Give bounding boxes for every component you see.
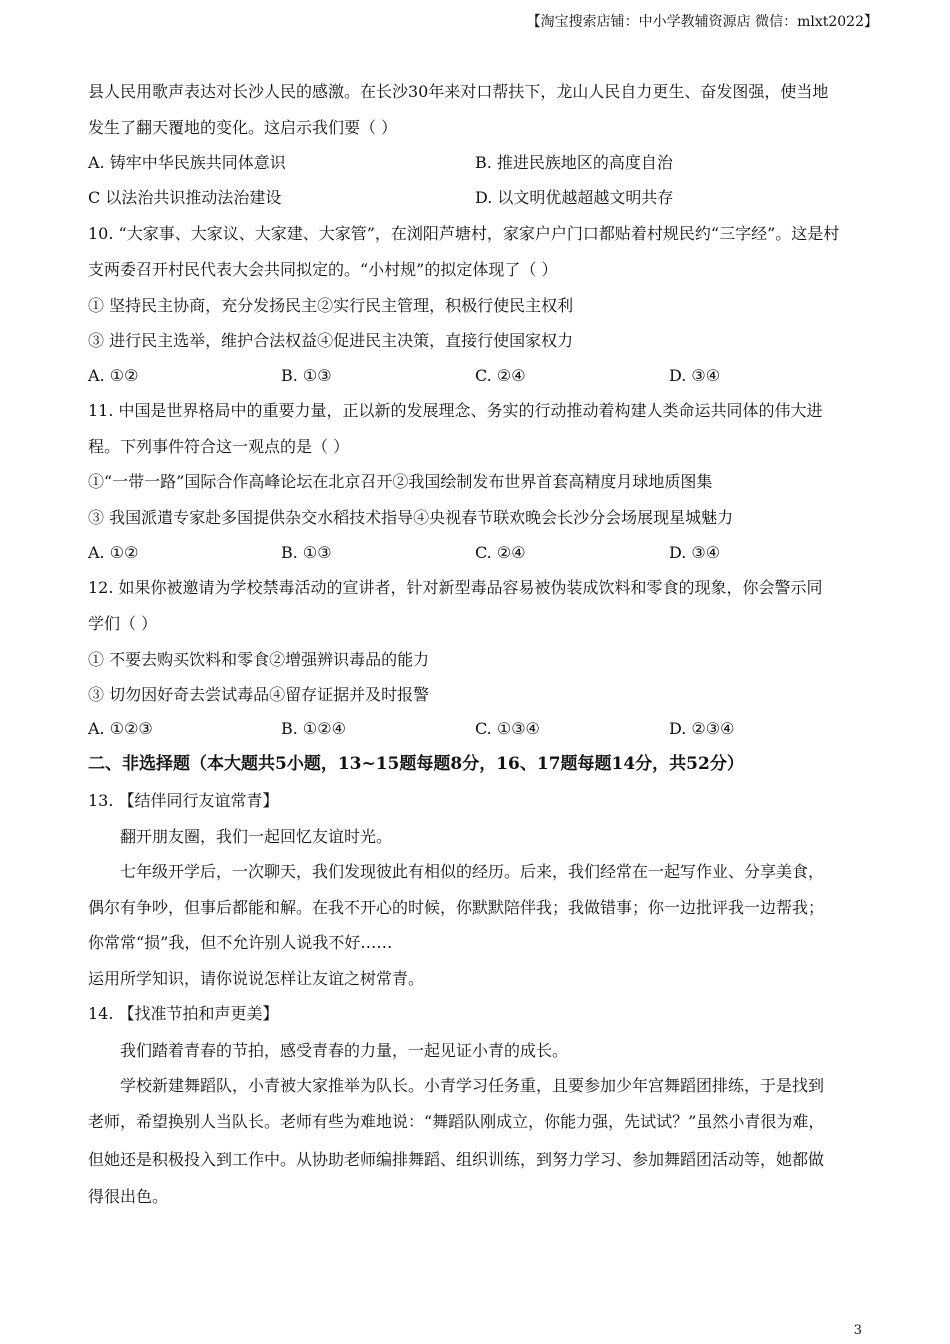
q13-paragraph-2-line2: 偶尔有争吵，但事后都能和解。在我不开心的时候，你默默陪伴我；我做错事；你一边批评我一边帮我； <box>88 898 825 917</box>
q12-option-c: C. ①③④ <box>475 719 540 738</box>
q12-option-d: D. ②③④ <box>669 719 735 738</box>
q10-option-d: D. ③④ <box>669 366 721 385</box>
q10-option-b: B. ①③ <box>281 366 332 385</box>
q13-question: 运用所学知识，请你说说怎样让友谊之树常青。 <box>88 969 425 988</box>
q10-option-c: C. ②④ <box>475 366 526 385</box>
q14-paragraph-2-line1: 学校新建舞蹈队，小青被大家推举为队长。小青学习任务重，且要参加少年宫舞蹈团排练，于是找到 <box>120 1076 825 1095</box>
q14-paragraph-2-line2: 老师，希望换别人当队长。老师有些为难地说：“舞蹈队刚成立，你能力强，先试试？”虽然小青很为难， <box>88 1112 825 1131</box>
q9-option-d: D. 以文明优越超越文明共存 <box>475 188 674 207</box>
q10-line2: 支两委召开村民代表大会共同拟定的。“小村规”的拟定体现了（ ） <box>88 260 558 279</box>
q12-line1: 12. 如果你被邀请为学校禁毒活动的宣讲者，针对新型毒品容易被伪装成饮料和零食的现象，你会警示同 <box>88 578 823 597</box>
section-heading: 二、非选择题（本大题共5小题，13~15题每题8分，16、17题每题14分，共52分） <box>88 754 744 774</box>
q11-option-c: C. ②④ <box>475 543 526 562</box>
q12-option-a: A. ①②③ <box>88 719 153 738</box>
q11-option-a: A. ①② <box>88 543 139 562</box>
q13-paragraph-2-line3: 你常常“损”我，但不允许别人说我不好…… <box>88 933 393 952</box>
q9-option-a: A. 铸牢中华民族共同体意识 <box>88 153 286 172</box>
page-header-watermark: 【淘宝搜索店铺：中小学教辅资源店 微信：mlxt2022】 <box>526 14 878 30</box>
q14-paragraph-1: 我们踏着青春的节拍，感受青春的力量，一起见证小青的成长。 <box>120 1041 569 1060</box>
q11-option-b: B. ①③ <box>281 543 332 562</box>
q14-paragraph-2-line3: 但她还是积极投入到工作中。从协助老师编排舞蹈、组织训练，到努力学习、参加舞蹈团活动等，她都做 <box>88 1150 825 1169</box>
q9-option-c: C 以法治共识推动法治建设 <box>88 188 282 207</box>
q10-item2: ③ 进行民主选举，维护合法权益④促进民主决策，直接行使国家权力 <box>88 331 574 350</box>
q14-paragraph-2-line4: 得很出色。 <box>88 1187 169 1206</box>
page-number: 3 <box>853 1323 862 1338</box>
q9-option-b: B. 推进民族地区的高度自治 <box>475 153 673 172</box>
q10-line1: 10. “大家事、大家议、大家建、大家管”，在浏阳芦塘村，家家户户门口都贴着村规民约“三字经”。这是村 <box>88 224 840 243</box>
q10-item1: ① 坚持民主协商，充分发扬民主②实行民主管理，积极行使民主权利 <box>88 296 574 315</box>
q14-title: 14. 【找准节拍和声更美】 <box>88 1004 279 1023</box>
q9-line1: 县人民用歌声表达对长沙人民的感激。在长沙30年来对口帮扶下，龙山人民自力更生、奋发图强，使当地 <box>88 82 829 101</box>
q12-item1: ① 不要去购买饮料和零食②增强辨识毒品的能力 <box>88 650 430 669</box>
q9-line2: 发生了翻天覆地的变化。这启示我们要（ ） <box>88 118 398 137</box>
q10-option-a: A. ①② <box>88 366 139 385</box>
q13-paragraph-2-line1: 七年级开学后，一次聊天，我们发现彼此有相似的经历。后来，我们经常在一起写作业、分享美食， <box>120 862 825 881</box>
q11-item2: ③ 我国派遣专家赴多国提供杂交水稻技术指导④央视春节联欢晚会长沙分会场展现星城魅力 <box>88 508 734 527</box>
q11-line2: 程。下列事件符合这一观点的是（ ） <box>88 437 350 456</box>
q13-paragraph-1: 翻开朋友圈，我们一起回忆友谊时光。 <box>120 827 393 846</box>
q12-line2: 学们（ ） <box>88 614 158 633</box>
q11-option-d: D. ③④ <box>669 543 721 562</box>
q12-item2: ③ 切勿因好奇去尝试毒品④留存证据并及时报警 <box>88 685 430 704</box>
q11-line1: 11. 中国是世界格局中的重要力量，正以新的发展理念、务实的行动推动着构建人类命运共同体的伟大进 <box>88 401 823 420</box>
q12-option-b: B. ①②④ <box>281 719 346 738</box>
q13-title: 13. 【结伴同行友谊常青】 <box>88 791 279 810</box>
q11-item1: ①“一带一路”国际合作高峰论坛在北京召开②我国绘制发布世界首套高精度月球地质图集 <box>88 472 713 491</box>
